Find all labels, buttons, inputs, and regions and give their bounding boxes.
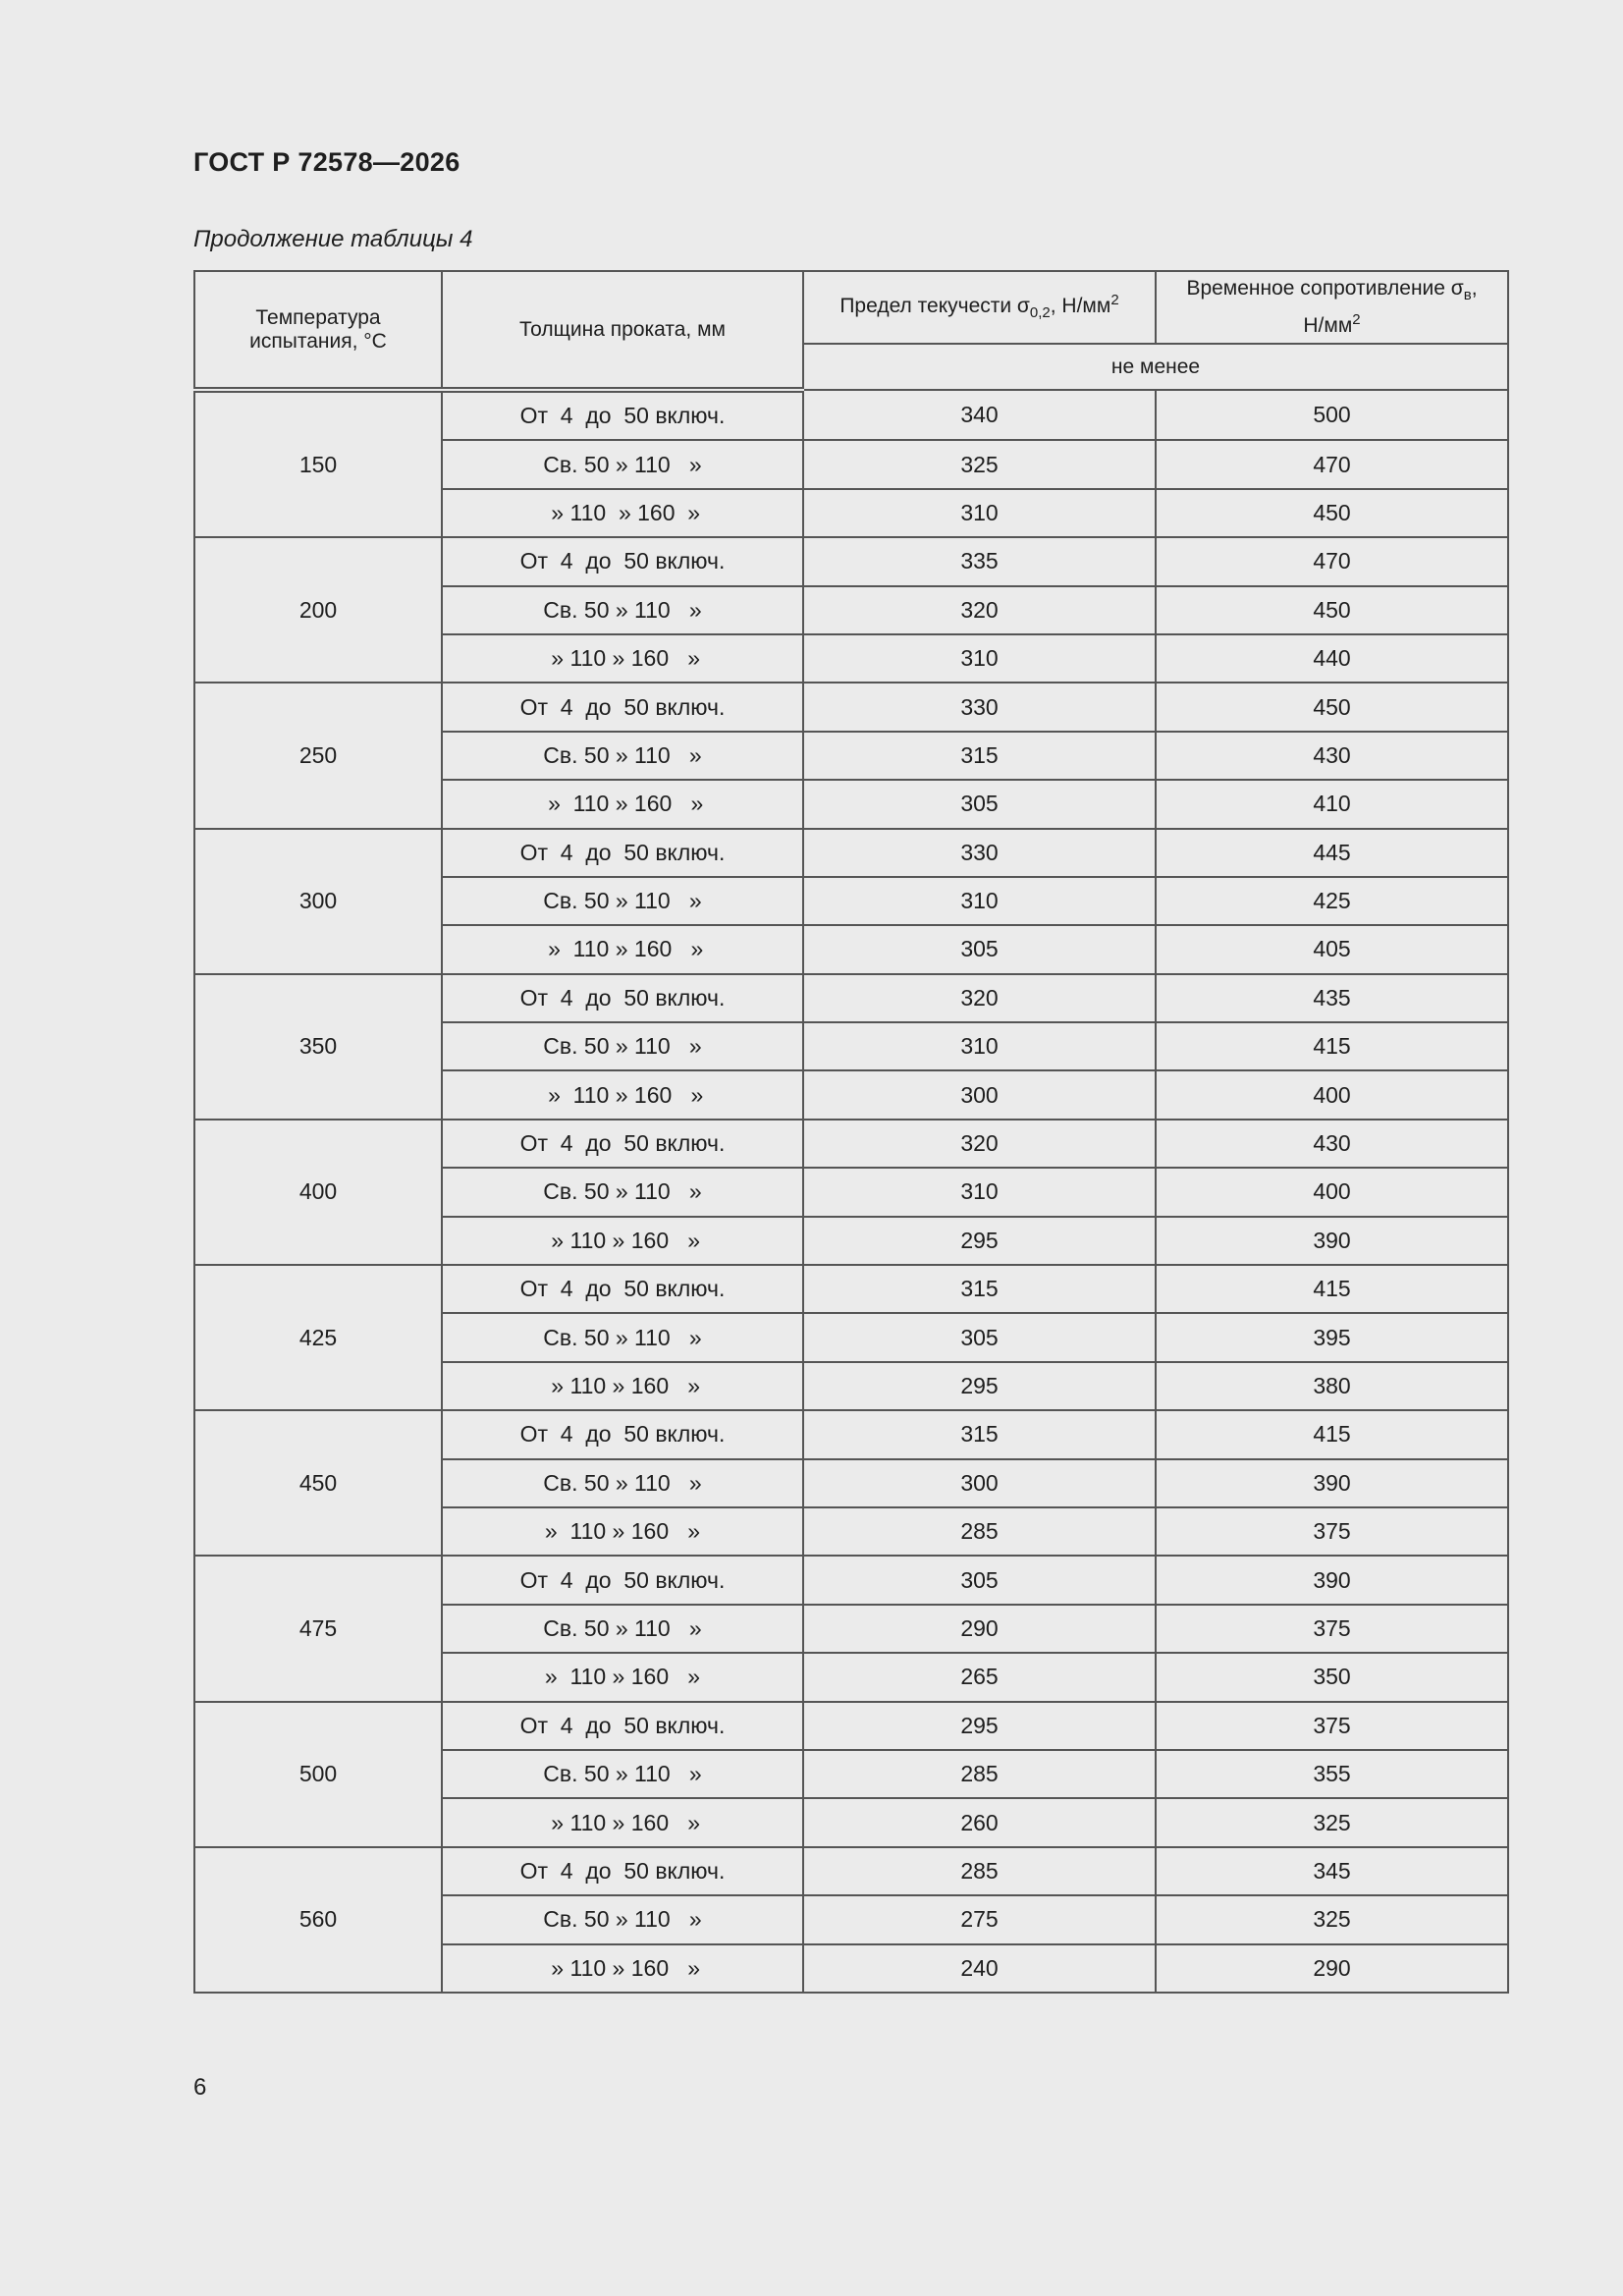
thickness-cell: Св. 50 » 110 » (442, 1750, 803, 1798)
table-row (194, 1410, 1508, 1458)
temperature-cell: 300 (194, 829, 442, 974)
temperature-cell: 425 (194, 1265, 442, 1410)
tensile-strength-cell: 430 (1156, 1120, 1508, 1168)
table-row (194, 829, 1508, 877)
yield-strength-cell: 310 (803, 634, 1156, 683)
thickness-cell: От 4 до 50 включ. (442, 1265, 803, 1313)
table-row (194, 537, 1508, 585)
yield-strength-cell: 330 (803, 683, 1156, 731)
header-tensile-strength (1156, 271, 1508, 344)
temperature-cell: 400 (194, 1120, 442, 1265)
thickness-cell: От 4 до 50 включ. (442, 1702, 803, 1750)
thickness-cell: Св. 50 » 110 » (442, 586, 803, 634)
yield-strength-cell: 295 (803, 1702, 1156, 1750)
tensile-strength-cell: 390 (1156, 1556, 1508, 1604)
header-yield-unit: , Н/мм (1050, 295, 1111, 318)
thickness-cell: От 4 до 50 включ. (442, 974, 803, 1022)
table-row (194, 1702, 1508, 1750)
thickness-cell: От 4 до 50 включ. (442, 537, 803, 585)
thickness-cell: » 110 » 160 » (442, 925, 803, 973)
thickness-cell: » 110 » 160 » (442, 1798, 803, 1846)
tensile-strength-cell: 350 (1156, 1653, 1508, 1701)
yield-strength-cell: 305 (803, 780, 1156, 828)
tensile-strength-cell: 415 (1156, 1265, 1508, 1313)
tensile-strength-cell: 445 (1156, 829, 1508, 877)
table-row (194, 974, 1508, 1022)
yield-strength-cell: 300 (803, 1070, 1156, 1119)
table-row (194, 390, 1508, 440)
tensile-strength-cell: 325 (1156, 1798, 1508, 1846)
tensile-strength-cell: 415 (1156, 1410, 1508, 1458)
yield-strength-cell: 265 (803, 1653, 1156, 1701)
temperature-cell: 350 (194, 974, 442, 1120)
tensile-strength-cell: 500 (1156, 390, 1508, 440)
yield-strength-cell: 310 (803, 489, 1156, 537)
tensile-strength-cell: 290 (1156, 1944, 1508, 1993)
tensile-strength-cell: 345 (1156, 1847, 1508, 1895)
thickness-cell: » 110 » 160 » (442, 1217, 803, 1265)
tensile-strength-cell: 395 (1156, 1313, 1508, 1361)
header-temperature: Температура испытания, °С (194, 271, 442, 390)
tensile-strength-cell: 435 (1156, 974, 1508, 1022)
table-caption: Продолжение таблицы 4 (193, 226, 473, 252)
thickness-cell: Св. 50 » 110 » (442, 1168, 803, 1216)
yield-strength-cell: 305 (803, 925, 1156, 973)
temperature-cell: 560 (194, 1847, 442, 1993)
yield-strength-cell: 295 (803, 1362, 1156, 1410)
tensile-strength-cell: 325 (1156, 1895, 1508, 1943)
header-yield-strength (803, 271, 1156, 344)
thickness-cell: От 4 до 50 включ. (442, 1556, 803, 1604)
thickness-cell: Св. 50 » 110 » (442, 1022, 803, 1070)
yield-strength-cell: 275 (803, 1895, 1156, 1943)
tensile-strength-cell: 450 (1156, 586, 1508, 634)
temperature-cell: 475 (194, 1556, 442, 1701)
yield-strength-cell: 305 (803, 1313, 1156, 1361)
tensile-strength-cell: 470 (1156, 440, 1508, 488)
thickness-cell: » 110 » 160 » (442, 1362, 803, 1410)
yield-strength-cell: 325 (803, 440, 1156, 488)
tensile-strength-cell: 355 (1156, 1750, 1508, 1798)
tensile-strength-cell: 400 (1156, 1168, 1508, 1216)
tensile-strength-cell: 410 (1156, 780, 1508, 828)
yield-strength-cell: 310 (803, 1168, 1156, 1216)
yield-strength-cell: 320 (803, 1120, 1156, 1168)
tensile-strength-cell: 375 (1156, 1507, 1508, 1556)
tensile-strength-cell: 425 (1156, 877, 1508, 925)
page-number: 6 (193, 2074, 207, 2101)
document-code: ГОСТ Р 72578—2026 (193, 147, 460, 177)
table-body (194, 390, 1508, 1993)
tensile-strength-cell: 450 (1156, 489, 1508, 537)
tensile-strength-cell: 390 (1156, 1459, 1508, 1507)
tensile-strength-cell: 430 (1156, 732, 1508, 780)
thickness-cell: От 4 до 50 включ. (442, 829, 803, 877)
tensile-strength-cell: 415 (1156, 1022, 1508, 1070)
header-tensile-prefix: Временное сопротивление σ (1186, 277, 1464, 301)
yield-strength-cell: 315 (803, 732, 1156, 780)
header-tensile-superscript: 2 (1352, 310, 1361, 328)
temperature-cell: 250 (194, 683, 442, 828)
tensile-strength-cell: 375 (1156, 1702, 1508, 1750)
thickness-cell: Св. 50 » 110 » (442, 1605, 803, 1653)
yield-strength-cell: 340 (803, 390, 1156, 440)
temperature-cell: 450 (194, 1410, 442, 1556)
header-tensile-unit: , Н/мм (1303, 277, 1478, 337)
thickness-cell: Св. 50 » 110 » (442, 732, 803, 780)
yield-strength-cell: 330 (803, 829, 1156, 877)
tensile-strength-cell: 405 (1156, 925, 1508, 973)
temperature-cell: 500 (194, 1702, 442, 1847)
yield-strength-cell: 300 (803, 1459, 1156, 1507)
temperature-cell: 150 (194, 390, 442, 537)
tensile-strength-cell: 470 (1156, 537, 1508, 585)
thickness-cell: » 110 » 160 » (442, 634, 803, 683)
thickness-cell: От 4 до 50 включ. (442, 1847, 803, 1895)
thickness-cell: » 110 » 160 » (442, 780, 803, 828)
thickness-cell: Св. 50 » 110 » (442, 877, 803, 925)
temperature-cell: 200 (194, 537, 442, 683)
yield-strength-cell: 290 (803, 1605, 1156, 1653)
tensile-strength-cell: 375 (1156, 1605, 1508, 1653)
yield-strength-cell: 315 (803, 1265, 1156, 1313)
yield-strength-cell: 285 (803, 1507, 1156, 1556)
tensile-strength-cell: 380 (1156, 1362, 1508, 1410)
tensile-strength-cell: 450 (1156, 683, 1508, 731)
tensile-strength-cell: 440 (1156, 634, 1508, 683)
yield-strength-cell: 320 (803, 586, 1156, 634)
yield-strength-cell: 295 (803, 1217, 1156, 1265)
table-row (194, 1847, 1508, 1895)
thickness-cell: От 4 до 50 включ. (442, 1120, 803, 1168)
header-thickness: Толщина проката, мм (442, 271, 803, 390)
yield-strength-cell: 335 (803, 537, 1156, 585)
thickness-cell: » 110 » 160 » (442, 1070, 803, 1119)
yield-strength-cell: 285 (803, 1847, 1156, 1895)
thickness-cell: Св. 50 » 110 » (442, 1895, 803, 1943)
table-row (194, 1120, 1508, 1168)
thickness-cell: От 4 до 50 включ. (442, 1410, 803, 1458)
header-tensile-subscript: в (1463, 287, 1472, 304)
table-row (194, 1556, 1508, 1604)
table-row (194, 683, 1508, 731)
header-not-less: не менее (803, 344, 1508, 390)
header-yield-subscript: 0,2 (1029, 304, 1051, 322)
tensile-strength-cell: 400 (1156, 1070, 1508, 1119)
yield-strength-cell: 320 (803, 974, 1156, 1022)
header-yield-superscript: 2 (1110, 292, 1119, 309)
thickness-cell: » 110 » 160 » (442, 489, 803, 537)
yield-strength-cell: 305 (803, 1556, 1156, 1604)
thickness-cell: Св. 50 » 110 » (442, 440, 803, 488)
yield-strength-cell: 285 (803, 1750, 1156, 1798)
yield-strength-cell: 310 (803, 877, 1156, 925)
thickness-cell: От 4 до 50 включ. (442, 683, 803, 731)
thickness-cell: » 110 » 160 » (442, 1653, 803, 1701)
thickness-cell: Св. 50 » 110 » (442, 1313, 803, 1361)
table-row (194, 1265, 1508, 1313)
thickness-cell: Св. 50 » 110 » (442, 1459, 803, 1507)
yield-strength-cell: 310 (803, 1022, 1156, 1070)
yield-strength-cell: 240 (803, 1944, 1156, 1993)
properties-table (193, 270, 1509, 1994)
thickness-cell: » 110 » 160 » (442, 1944, 803, 1993)
tensile-strength-cell: 390 (1156, 1217, 1508, 1265)
header-yield-prefix: Предел текучести σ (839, 295, 1030, 318)
thickness-cell: » 110 » 160 » (442, 1507, 803, 1556)
yield-strength-cell: 315 (803, 1410, 1156, 1458)
yield-strength-cell: 260 (803, 1798, 1156, 1846)
thickness-cell: От 4 до 50 включ. (442, 390, 803, 440)
